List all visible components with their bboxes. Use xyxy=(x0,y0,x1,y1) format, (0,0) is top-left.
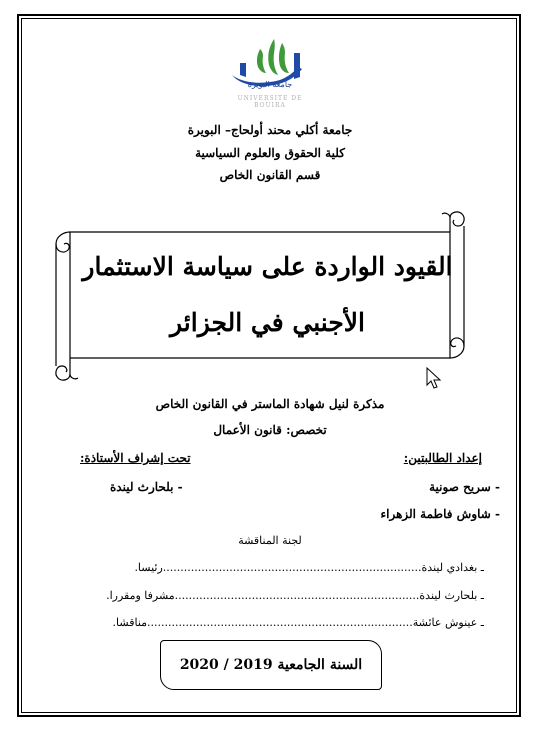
committee-member: ـ بلحارث ليندة......................................................................مشرفا ومقررا. xyxy=(106,589,484,602)
mouse-pointer-icon xyxy=(426,367,442,391)
student-name: - سريح صونية xyxy=(429,480,500,494)
committee-title: لجنة المناقشة xyxy=(238,534,302,547)
thesis-purpose: مذكرة لنيل شهادة الماستر في القانون الخاص xyxy=(155,397,385,411)
specialization: تخصص: قانون الأعمال xyxy=(213,423,327,437)
logo-faint-text: UNIVERSITE DE BOUIRA xyxy=(237,95,303,109)
students-label: إعداد الطالبتين: xyxy=(403,451,482,465)
supervisor-name: - بلحارث ليندة xyxy=(110,480,183,494)
title-scroll-frame xyxy=(50,208,470,388)
department-name: قسم القانون الخاص xyxy=(219,168,321,182)
logo-caption: جامعة البويرة xyxy=(247,80,293,89)
thesis-title-line-2: الأجنبي في الجزائر xyxy=(170,308,365,337)
supervisor-label: تحت إشراف الأستاذة: xyxy=(80,451,191,465)
university-name: جامعة أكلي محند أولحاج– البويرة xyxy=(187,123,353,137)
committee-member: ـ عينوش عائشة............................................................................مناقشا. xyxy=(112,616,484,629)
committee-member: ـ بغدادي ليندة..........................................................................رئيسا. xyxy=(134,561,484,574)
faculty-name: كلية الحقوق والعلوم السياسية xyxy=(195,146,345,160)
student-name: - شاوش فاطمة الزهراء xyxy=(380,507,500,521)
thesis-title-line-1: القيود الواردة على سياسة الاستثمار xyxy=(82,252,453,281)
academic-year-box xyxy=(160,640,382,690)
academic-year: السنة الجامعية 2019 / 2020 xyxy=(179,657,363,673)
